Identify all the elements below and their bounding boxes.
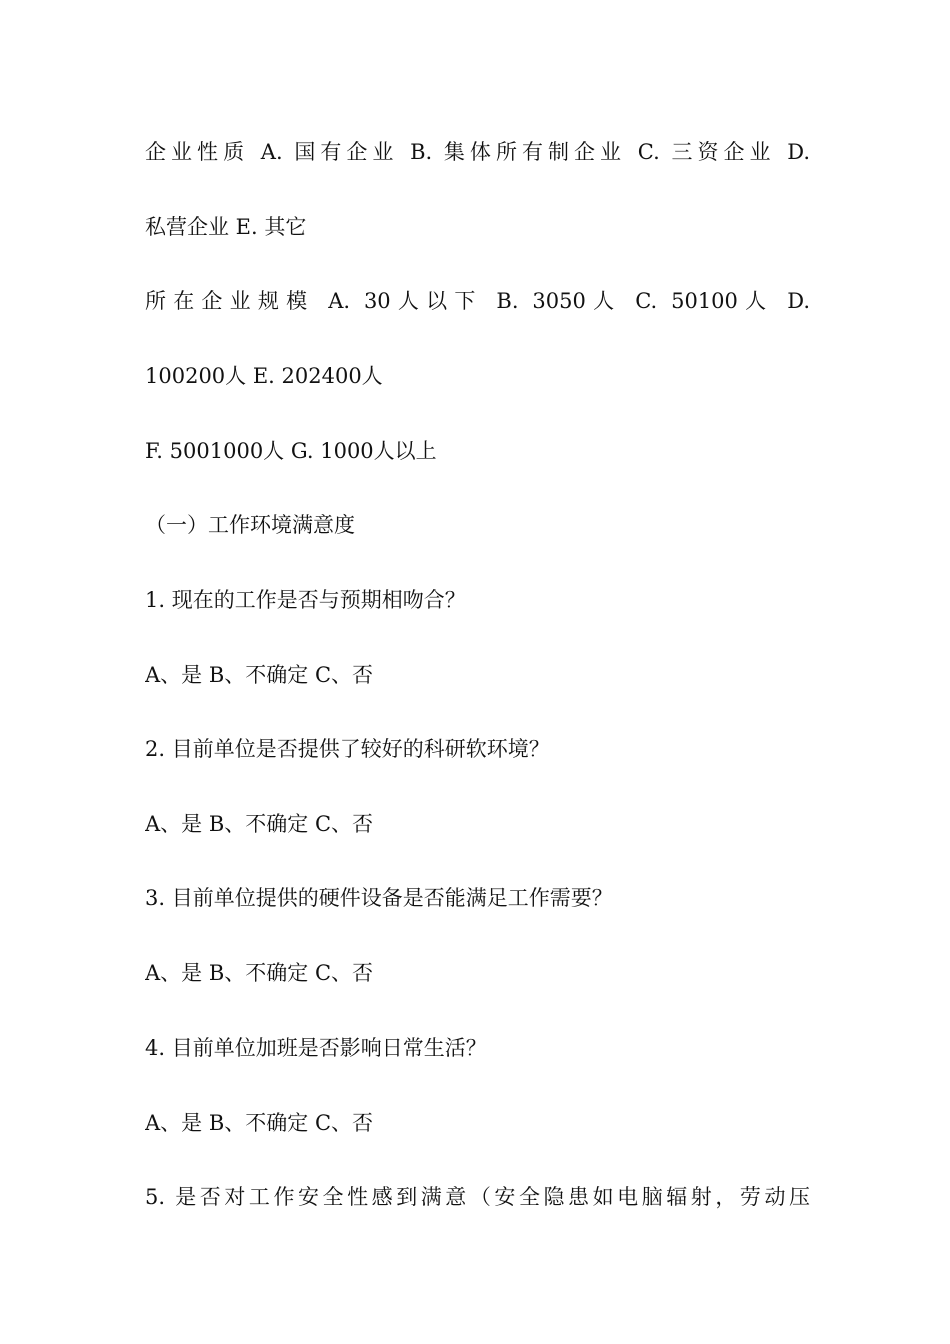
- question-4: 4. 目前单位加班是否影响日常生活？: [145, 1036, 487, 1060]
- enterprise-size-line-3: F. 5001000人 G. 1000人以上: [145, 439, 437, 463]
- question-2-options: A、是 B、不确定 C、否: [145, 812, 374, 836]
- enterprise-nature-line-1: 企业性质 A. 国有企业 B. 集体所有制企业 C. 三资企业 D.: [145, 140, 810, 164]
- question-3-options: A、是 B、不确定 C、否: [145, 961, 374, 985]
- enterprise-size-line-2: 100200人 E. 202400人: [145, 364, 383, 388]
- question-4-options: A、是 B、不确定 C、否: [145, 1111, 374, 1135]
- question-5: 5. 是否对工作安全性感到满意（安全隐患如电脑辐射，劳动压: [145, 1185, 810, 1209]
- enterprise-size-line-1: 所在企业规模 A. 30人以下 B. 3050人 C. 50100人 D.: [145, 289, 810, 313]
- section-heading: （一）工作环境满意度: [145, 513, 355, 537]
- question-1-options: A、是 B、不确定 C、否: [145, 663, 374, 687]
- question-3: 3. 目前单位提供的硬件设备是否能满足工作需要？: [145, 886, 613, 910]
- enterprise-nature-line-2: 私营企业 E. 其它: [145, 215, 307, 239]
- question-2: 2. 目前单位是否提供了较好的科研软环境？: [145, 737, 550, 761]
- question-1: 1. 现在的工作是否与预期相吻合？: [145, 588, 466, 612]
